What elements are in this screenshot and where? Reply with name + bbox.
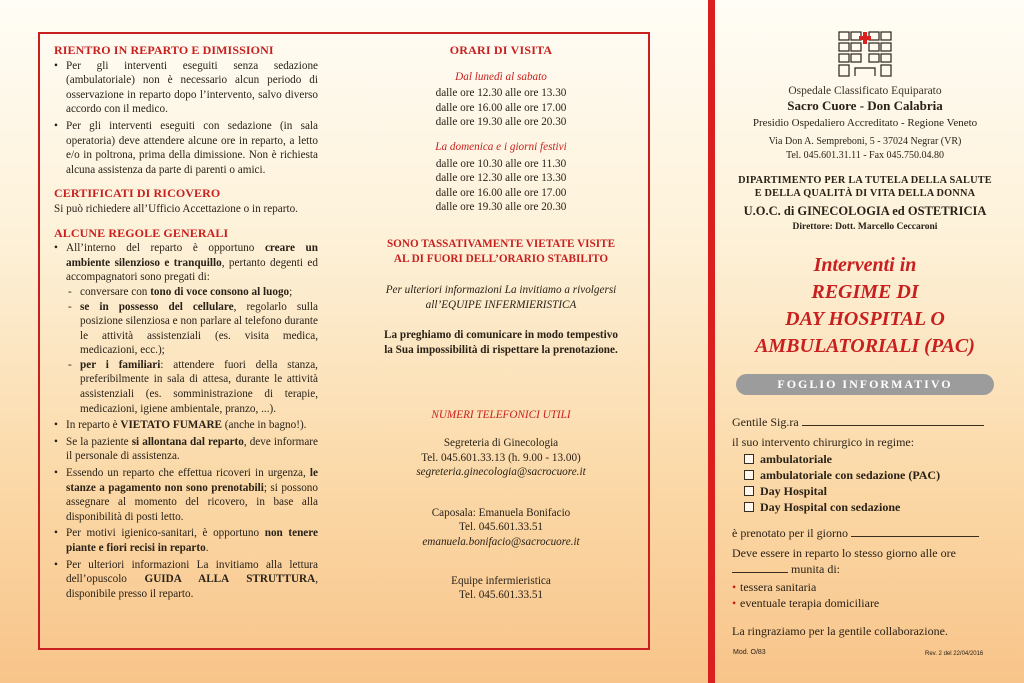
- left-column: [54, 43, 318, 603]
- info-line-2: all’EQUIPE INFERMIERISTICA: [425, 298, 577, 311]
- list-item: • Per motivi igienico-sanitari, è opportuno non tenere piante e fiori recisi in reparto.: [54, 526, 318, 555]
- booking-row: è prenotato per il giorno: [732, 525, 992, 541]
- visiting-hours-title: ORARI DI VISITA: [449, 43, 553, 57]
- department-line-1: DIPARTIMENTO PER LA TUTELA DELLA SALUTE: [738, 175, 992, 186]
- arrival-requirement: Deve essere in reparto lo stesso giorno alle ore: [732, 546, 956, 560]
- list-item: • Per ulteriori informazioni La invitiamo alla lettura dell’opuscolo GUIDA ALLA STRUTTURA, disponibile presso il reparto.: [54, 558, 318, 602]
- bring-list: [732, 579, 992, 611]
- patient-name-field[interactable]: [802, 415, 984, 426]
- option-ambulatoriale[interactable]: ambulatoriale: [744, 451, 992, 467]
- rientro-list: [54, 59, 318, 178]
- unit-name: U.O.C. di GINECOLOGIA ed OSTETRICIA: [743, 204, 987, 218]
- info-sheet-banner: FOGLIO INFORMATIVO: [736, 374, 994, 395]
- list-item: • Essendo un reparto che effettua ricoveri in urgenza, le stanze a pagamento non sono prenotabili; si possono assegnare al momento del ricovero, in base alla disponibilità di posti letto.: [54, 466, 318, 524]
- segreteria-email[interactable]: segreteria.ginecologia@sacrocuore.it: [416, 466, 586, 479]
- arrival-row: munita di:: [732, 561, 992, 577]
- department-line-2: E DELLA QUALITÀ DI VITA DELLA DONNA: [754, 187, 976, 199]
- weekday-time: dalle ore 12.30 alle ore 13.30: [435, 87, 567, 100]
- hospital-presidio: Presidio Ospedaliero Accreditato - Regione Veneto: [752, 117, 978, 129]
- regime-label: il suo intervento chirurgico in regime:: [732, 435, 915, 449]
- segreteria-name: Segreteria di Ginecologia: [443, 437, 559, 450]
- module-code: Mod. O/83: [733, 649, 766, 656]
- checkbox[interactable]: [744, 454, 754, 464]
- section-title-certificati: CERTIFICATI DI RICOVERO: [54, 186, 221, 201]
- list-item: • Per gli interventi eseguiti senza sedazione (ambulatoriale) non è necessario alcun periodo di osservazione in reparto dopo l’intervento, salvo diverso accordo con il medico.: [54, 59, 318, 117]
- notice-line-2: la Sua impossibilità di rispettare la prenotazione.: [384, 343, 618, 356]
- director: Direttore: Dott. Marcello Ceccaroni: [792, 222, 938, 232]
- certificati-text: Si può richiedere all’Ufficio Accettazione o in reparto.: [54, 202, 298, 215]
- hospital-name: Sacro Cuore - Don Calabria: [787, 98, 943, 113]
- revision: Rev. 2 del 22/04/2016: [925, 651, 984, 657]
- info-line-1: Per ulteriori informazioni La invitiamo a rivolgersi: [385, 284, 617, 297]
- checkbox[interactable]: [744, 470, 754, 480]
- option-day-hospital-sedazione[interactable]: Day Hospital con sedazione: [744, 499, 992, 515]
- notice-line-1: La preghiamo di comunicare in modo tempestivo: [384, 329, 618, 342]
- weekday-time: dalle ore 19.30 alle ore 20.30: [435, 116, 567, 129]
- regole-list: [54, 241, 318, 601]
- forbidden-notice-2: AL DI FUORI DELL’ORARIO STABILITO: [393, 252, 609, 265]
- list-item: • Per gli interventi eseguiti con sedazione (in sala operatoria) deve attendere alcune ore in reparto, a letto e/o in poltrona, prima della dimissione. Non è richiesta alcuna assistenza da parte di parenti o amici.: [54, 119, 318, 177]
- appointment-form: [732, 414, 992, 639]
- option-day-hospital[interactable]: Day Hospital: [744, 483, 992, 499]
- holiday-time: dalle ore 10.30 alle ore 11.30: [435, 157, 567, 170]
- phones-title: NUMERI TELEFONICI UTILI: [431, 408, 571, 421]
- booking-date-field[interactable]: [851, 526, 979, 537]
- hospital-phone: Tel. 045.601.31.11 - Fax 045.750.04.80: [785, 150, 945, 161]
- holiday-time: dalle ore 19.30 alle ore 20.30: [435, 201, 567, 214]
- segreteria-tel: Tel. 045.601.33.13 (h. 9.00 - 13.00): [421, 451, 581, 464]
- thanks-text: La ringraziamo per la gentile collaborazione.: [732, 624, 948, 638]
- arrival-time-field[interactable]: [732, 562, 788, 573]
- checkbox[interactable]: [744, 502, 754, 512]
- caposala-name: Caposala: Emanuela Bonifacio: [431, 506, 571, 519]
- greeting-row: Gentile Sig.ra: [732, 414, 992, 430]
- list-item: • eventuale terapia domiciliare: [732, 595, 992, 611]
- dash-item: - conversare con tono di voce consono al luogo;: [66, 285, 318, 300]
- weekday-time: dalle ore 16.00 alle ore 17.00: [435, 101, 567, 114]
- middle-column: [360, 43, 642, 603]
- list-item: • All’interno del reparto è opportuno creare un ambiente silenzioso e tranquillo, pertanto degenti ed accompagnatori sono pregati di: - conversare con tono di voce consono al luogo; - se in possesso del cellulare, regolarlo sulla posizione silenziosa e non parlare al telefono durante le attività assistenziali (es. visita medica, medicazioni, ecc.); - per i familiari: attendere fuori della stanza, preferibilmente in sala di attesa, durante le attività assistenziali (es. somministrazione di terapie, medicazioni, igiene ambientale, pranzo, ...).: [54, 241, 318, 416]
- list-item: • In reparto è VIETATO FUMARE (anche in bagno!).: [54, 418, 318, 433]
- weekday-label: Dal lunedì al sabato: [455, 70, 547, 83]
- holiday-time: dalle ore 12.30 alle ore 13.30: [435, 172, 567, 185]
- section-title-rientro: RIENTRO IN REPARTO E DIMISSIONI: [54, 43, 274, 57]
- document-title: Interventi in REGIME DI DAY HOSPITAL O AMBULATORIALI (PAC): [755, 254, 975, 357]
- dash-list: [66, 285, 318, 416]
- dash-item: - se in possesso del cellulare, regolarlo sulla posizione silenziosa e non parlare al telefono durante le attività assistenziali (es. visita medica, medicazioni, ecc.);: [66, 300, 318, 358]
- caposala-email[interactable]: emanuela.bonifacio@sacrocuore.it: [422, 536, 580, 549]
- checkbox[interactable]: [744, 486, 754, 496]
- equipe-name: Equipe infermieristica: [451, 574, 551, 587]
- holiday-time: dalle ore 16.00 alle ore 17.00: [435, 186, 567, 199]
- hospital-address: Via Don A. Sempreboni, 5 - 37024 Negrar (VR): [768, 136, 962, 147]
- fold-bar: [708, 0, 715, 683]
- list-item: • Se la paziente si allontana dal reparto, deve informare il personale di assistenza.: [54, 435, 318, 464]
- cover-panel: [722, 30, 1008, 395]
- option-ambulatoriale-sedazione[interactable]: ambulatoriale con sedazione (PAC): [744, 467, 992, 483]
- equipe-tel: Tel. 045.601.33.51: [458, 589, 544, 602]
- section-title-regole: ALCUNE REGOLE GENERALI: [54, 225, 229, 240]
- holiday-label: La domenica e i giorni festivi: [435, 140, 567, 153]
- regime-options: [744, 451, 992, 515]
- hospital-type: Ospedale Classificato Equiparato: [788, 85, 942, 97]
- caposala-tel: Tel. 045.601.33.51: [458, 521, 544, 534]
- dash-item: - per i familiari: attendere fuori della stanza, preferibilmente in sala di attesa, durante le attività assistenziali (es. somministrazione di terapie, medicazioni, igiene ambientale, pranzo, ...).: [66, 358, 318, 416]
- hospital-logo-icon: [837, 30, 893, 78]
- forbidden-notice-1: SONO TASSATIVAMENTE VIETATE VISITE: [386, 237, 616, 250]
- list-item: • tessera sanitaria: [732, 579, 992, 595]
